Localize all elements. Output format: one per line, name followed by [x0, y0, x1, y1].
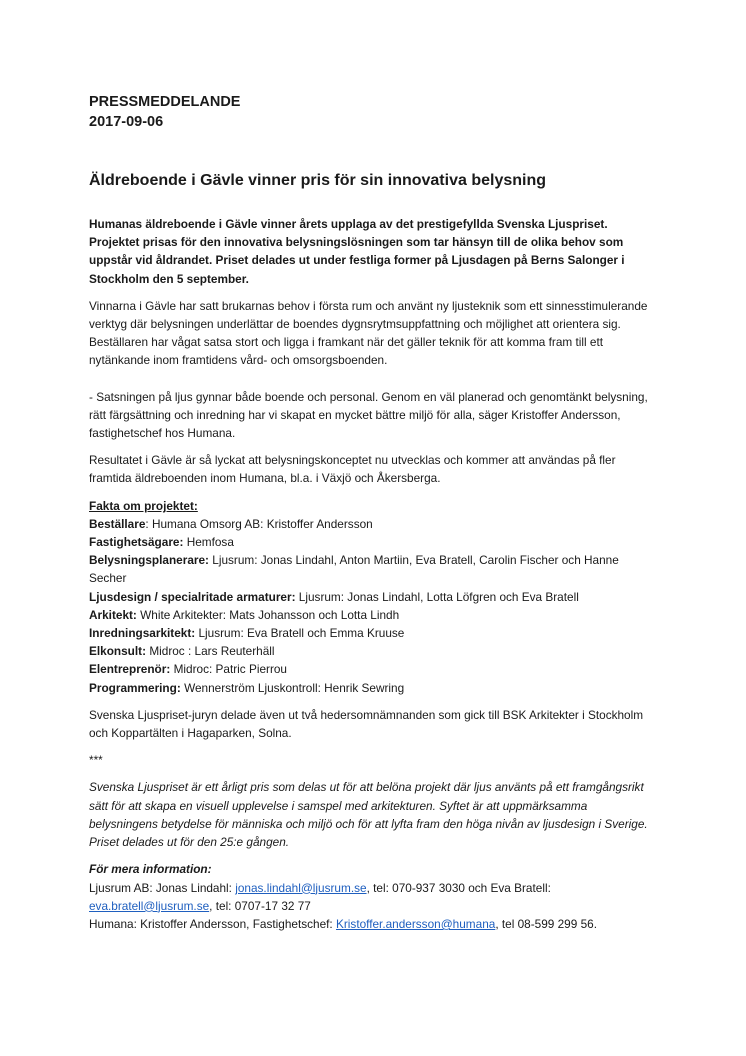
body-paragraph-1: Vinnarna i Gävle har satt brukarnas behov i första rum och använt ny ljusteknik som ett sinnesstimulerande verktyg där belysningen underlättar de boendes dygnsrytmsuppfattning och möjlighet att orientera sig. Beställaren har vågat satsa stort och ligga i framkant när det gäller teknik för att komma fram till ett nytänkande inom framtidens vård- och omsorgsboenden.	[89, 298, 648, 368]
fact-value: Humana Omsorg AB: Kristoffer Andersson	[151, 516, 373, 531]
facts-heading: Fakta om projektet:	[89, 498, 198, 513]
fact-value: White Arkitekter: Mats Johansson och Lotta Lindh	[140, 607, 400, 622]
contact-text: , tel: 0707-17 32 77	[209, 898, 311, 913]
quote-paragraph: - Satsningen på ljus gynnar både boende och personal. Genom en väl planerad och genomtänkt belysning, rätt färgsättning och inredning har vi skapat en mycket bättre miljö för alla, säger Kristoffer Andersson, fastighetschef hos Humana.	[89, 389, 648, 441]
spacer	[89, 379, 659, 388]
contact-humana	[89, 915, 659, 933]
body-paragraph-3: Resultatet i Gävle är så lyckat att belysningskonceptet nu utvecklas och kommer att användas på fler framtida äldreboenden inom Humana, bl.a. i Växjö och Åkersberga.	[89, 453, 616, 486]
fact-key: Elentreprenör:	[89, 662, 171, 677]
fact-row	[89, 533, 659, 551]
fact-key: Inredningsarkitekt:	[89, 626, 196, 641]
fact-key: Beställare	[89, 516, 146, 531]
fact-key: Fastighetsägare:	[89, 535, 184, 550]
contact-text: Ljusrum AB: Jonas Lindahl:	[89, 880, 236, 895]
email-link-kristoffer[interactable]: Kristoffer.andersson@humana	[336, 916, 496, 931]
fact-value: Wennerström Ljuskontroll: Henrik Sewring	[184, 680, 405, 695]
document-body	[89, 215, 659, 933]
fact-key: Ljusdesign / specialritade armaturer:	[89, 589, 296, 604]
about-paragraph: Svenska Ljuspriset är ett årligt pris som delas ut för att belöna projekt där ljus använts på ett framgångsrikt sätt för att skapa en visuell upplevelse i samspel med arkitekturen. Syftet är att uppmärksamma belysningens betydelse för människa och miljö och för att lyfta fram den höga nivån av ljusdesign i Sverige. Priset delades ut för den 25:e gången.	[89, 780, 648, 850]
facts-section	[89, 497, 659, 697]
fact-row	[89, 642, 659, 660]
fact-row	[89, 551, 659, 587]
contact-heading: För mera information:	[89, 862, 212, 877]
fact-row	[89, 660, 659, 678]
contact-text: , tel 08-599 299 56.	[495, 916, 597, 931]
document-date: 2017-09-06	[89, 114, 164, 130]
fact-row	[89, 515, 659, 533]
document-title: Äldreboende i Gävle vinner pris för sin innovativa belysning	[89, 172, 546, 189]
fact-row	[89, 679, 659, 697]
fact-value: Midroc: Patric Pierrou	[173, 662, 287, 677]
fact-value: Ljusrum: Jonas Lindahl, Lotta Löfgren och Eva Bratell	[298, 589, 579, 604]
fact-key: Arkitekt:	[89, 607, 137, 622]
contact-text: , tel: 070-937 3030 och Eva Bratell:	[366, 880, 551, 895]
fact-row	[89, 624, 659, 642]
email-link-jonas[interactable]: jonas.lindahl@ljusrum.se	[235, 880, 367, 895]
lead-paragraph: Humanas äldreboende i Gävle vinner årets upplaga av det prestigefyllda Svenska Ljuspriset. Projektet prisas för den innovativa belysningslösningen som tar hänsyn till de olika behov som uppstår vid åldrandet. Priset delades ut under festliga former på Ljusdagen på Berns Salonger i Stockholm den 5 september.	[89, 217, 625, 286]
fact-row	[89, 588, 659, 606]
header-block	[89, 92, 240, 132]
fact-key: Belysningsplanerare:	[89, 553, 209, 568]
document-type-label: PRESSMEDDELANDE	[89, 94, 241, 110]
contact-text: Humana: Kristoffer Andersson, Fastighetschef:	[89, 916, 336, 931]
contact-ljusrum	[89, 879, 659, 915]
fact-value: Ljusrum: Eva Bratell och Emma Kruuse	[198, 626, 405, 641]
fact-value: Midroc : Lars Reuterhäll	[149, 644, 275, 659]
contact-section	[89, 860, 659, 933]
fact-key: Programmering:	[89, 680, 181, 695]
email-link-eva[interactable]: eva.bratell@ljusrum.se	[89, 898, 210, 913]
fact-key: Elkonsult:	[89, 644, 147, 659]
fact-value: Ljusrum: Jonas Lindahl, Anton Martiin, Eva Bratell, Carolin Fischer och Hanne Secher	[89, 553, 619, 586]
fact-sep: :	[145, 516, 152, 531]
section-separator: ***	[89, 753, 103, 768]
fact-row	[89, 606, 659, 624]
honors-paragraph: Svenska Ljuspriset-juryn delade även ut två hedersomnämnanden som gick till BSK Arkitekter i Stockholm och Koppartälten i Hagaparken, Solna.	[89, 707, 644, 741]
fact-value: Hemfosa	[186, 535, 234, 550]
